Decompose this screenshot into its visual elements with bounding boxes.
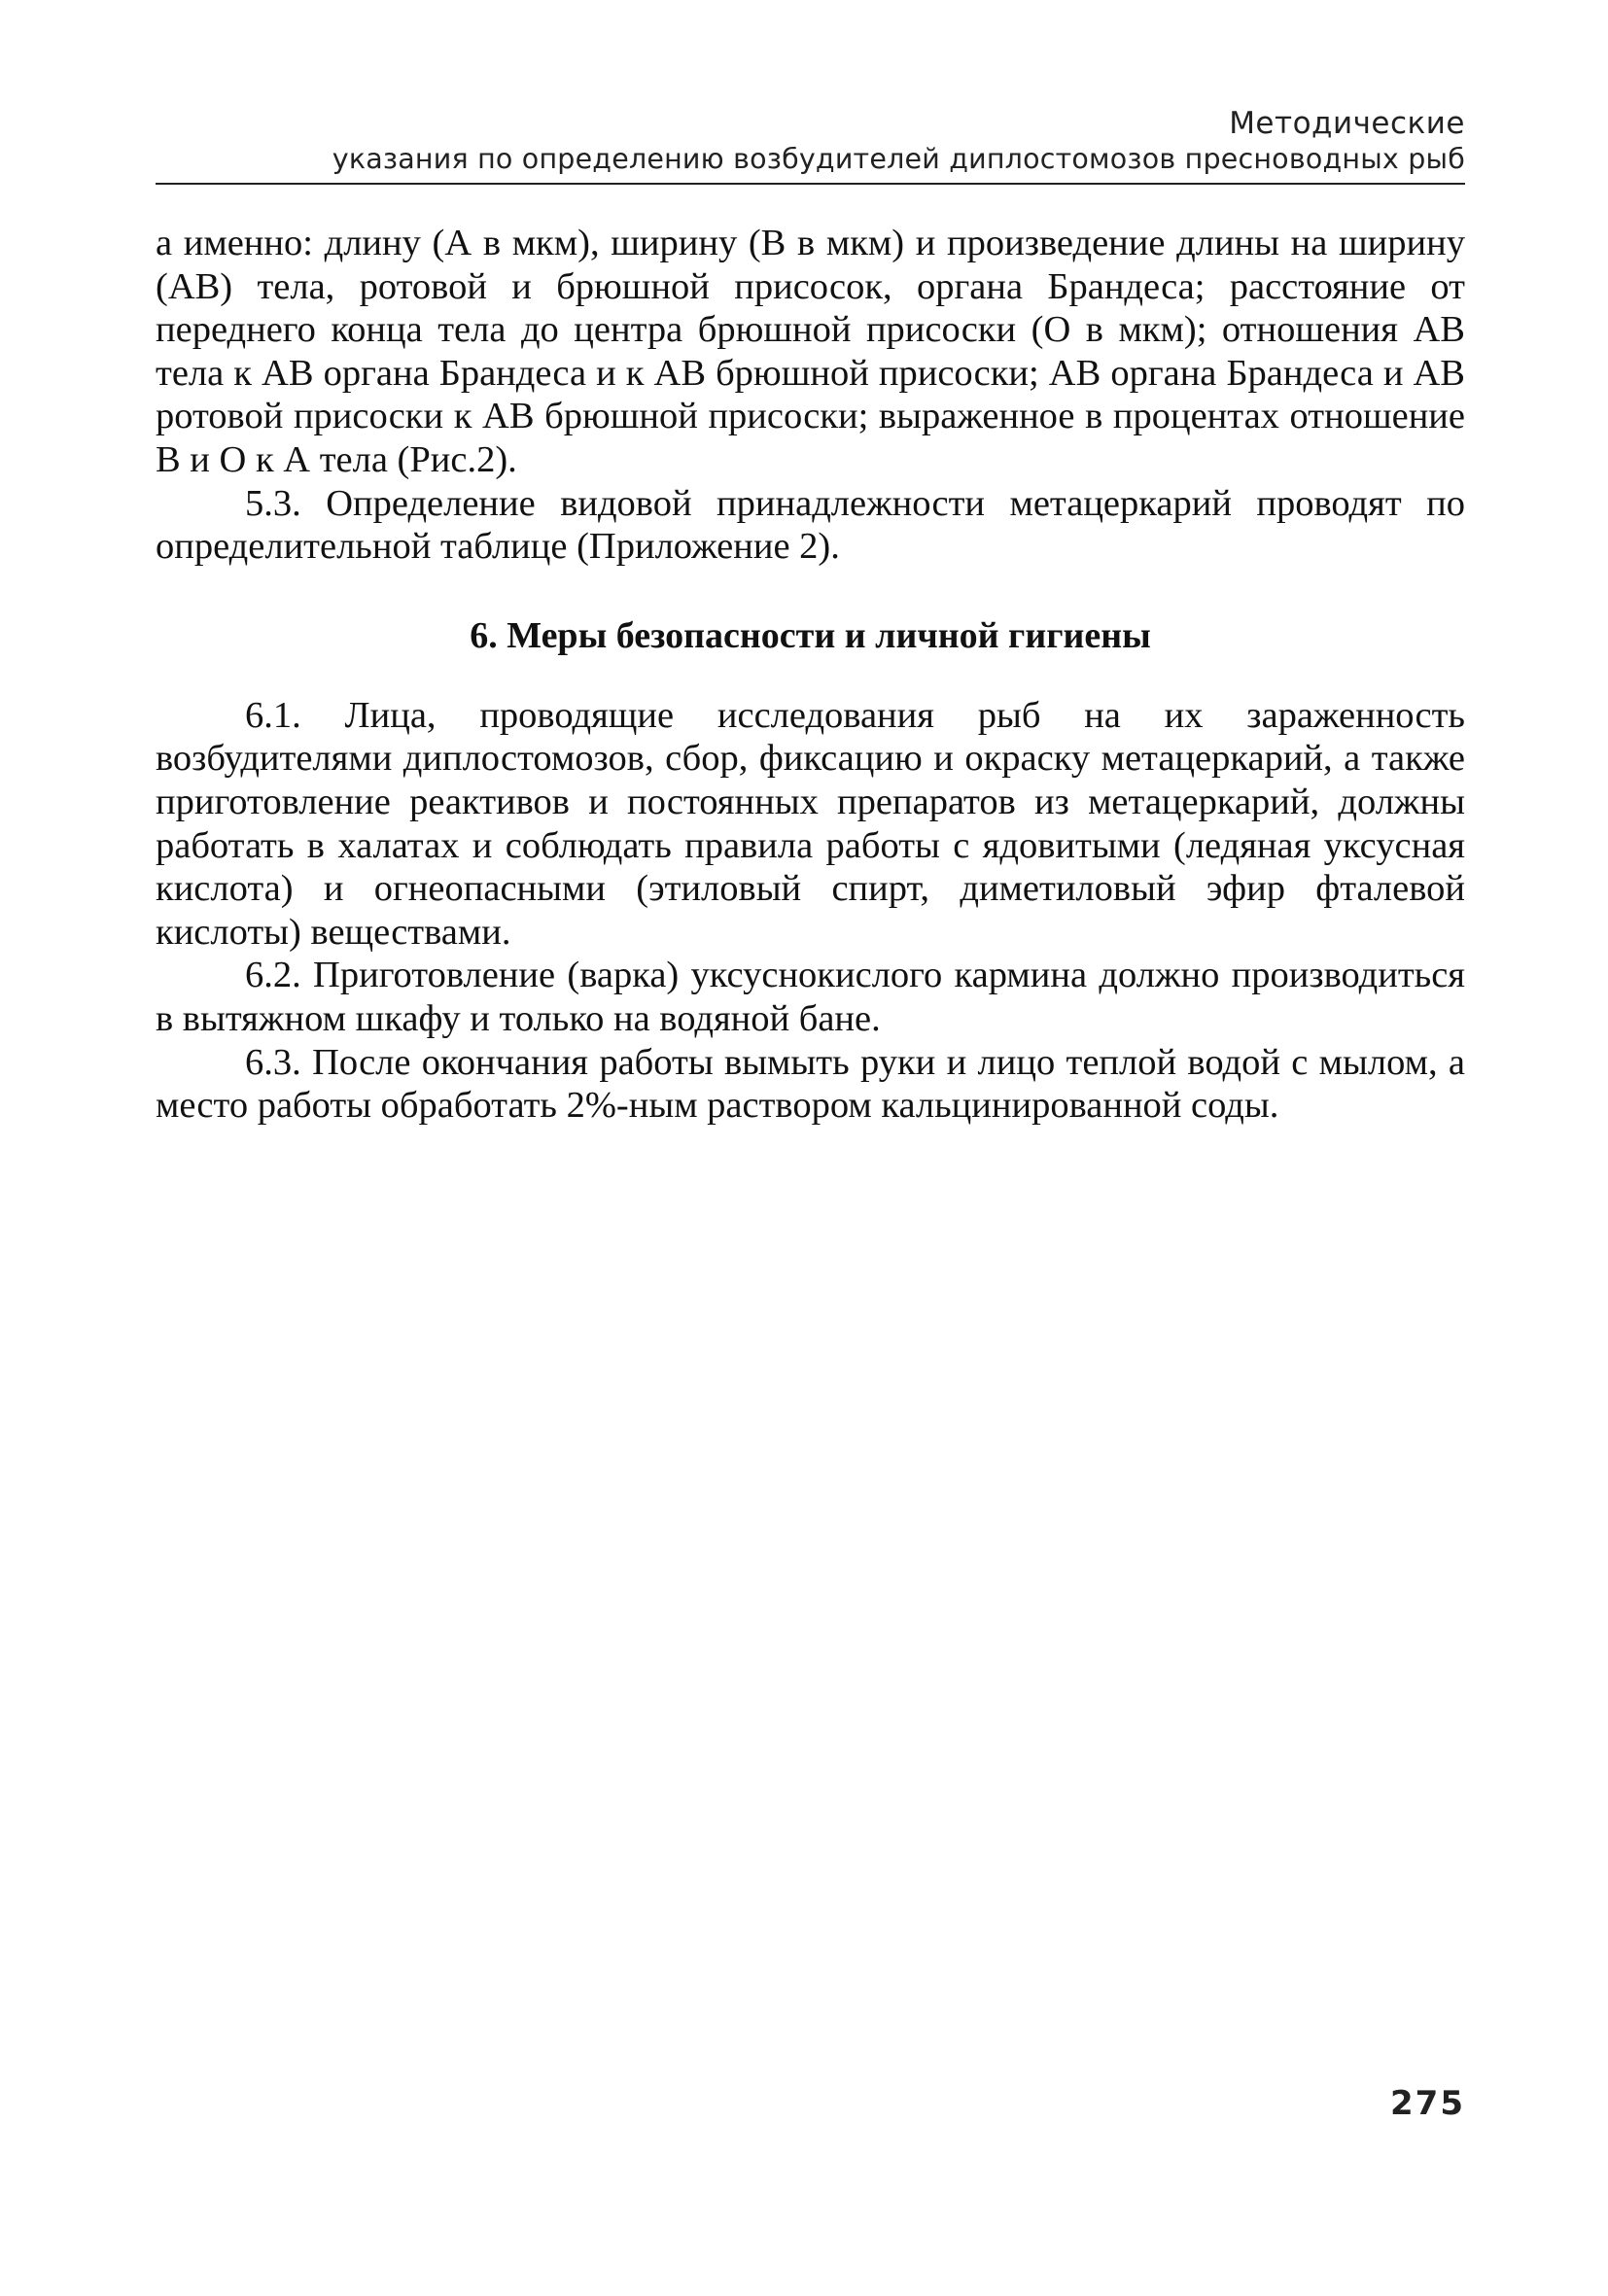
paragraph-5-3: 5.3. Определение видовой принадлежности метацеркарий проводят по определительной таблице (Приложение 2). — [156, 482, 1465, 568]
paragraph-continuation: а именно: длину (А в мкм), ширину (В в мкм) и произведение длины на ширину (АВ) тела, ротовой и брюшной присосок, органа Брандеса; расстояние от переднего конца тела до центра брюшной присоски (О в мкм); отношения АВ тела к АВ органа Брандеса и к АВ брюшной присоски; АВ органа Брандеса и АВ ротовой присоски к АВ брюшной присоски; выраженное в процентах отношение В и О к А тела (Рис.2). — [156, 223, 1465, 480]
paragraph-6-2: 6.2. Приготовление (варка) уксуснокислого кармина должно производиться в вытяжном шкафу и только на водяной бане. — [156, 955, 1465, 1039]
page-body — [156, 222, 1465, 1128]
page-number: 275 — [1390, 2084, 1465, 2123]
paragraph-6-3: 6.3. После окончания работы вымыть руки и лицо теплой водой с мылом, а место работы обработать 2%-ным раствором кальцинированной соды. — [156, 1041, 1465, 1127]
running-header — [156, 105, 1465, 177]
section-6-heading: 6. Меры безопасности и личной гигиены — [470, 614, 1151, 656]
running-header-line-2: указания по определению возбудителей диплостомозов пресноводных рыб — [332, 143, 1465, 175]
paragraph-6-1: 6.1. Лица, проводящие исследования рыб на их зараженность возбудителями диплостомозов, сбор, фиксацию и окраску метацеркарий, а также приготовление реактивов и постоянных препаратов из метацеркарий, должны работать в халатах и соблюдать правила работы с ядовитыми (ледяная уксусная кислота) и огнеопасными (этиловый спирт, диметиловый эфир фталевой кислоты) веществами. — [156, 694, 1465, 953]
running-header-line-1: Методические — [1229, 106, 1465, 141]
header-divider — [156, 183, 1465, 185]
